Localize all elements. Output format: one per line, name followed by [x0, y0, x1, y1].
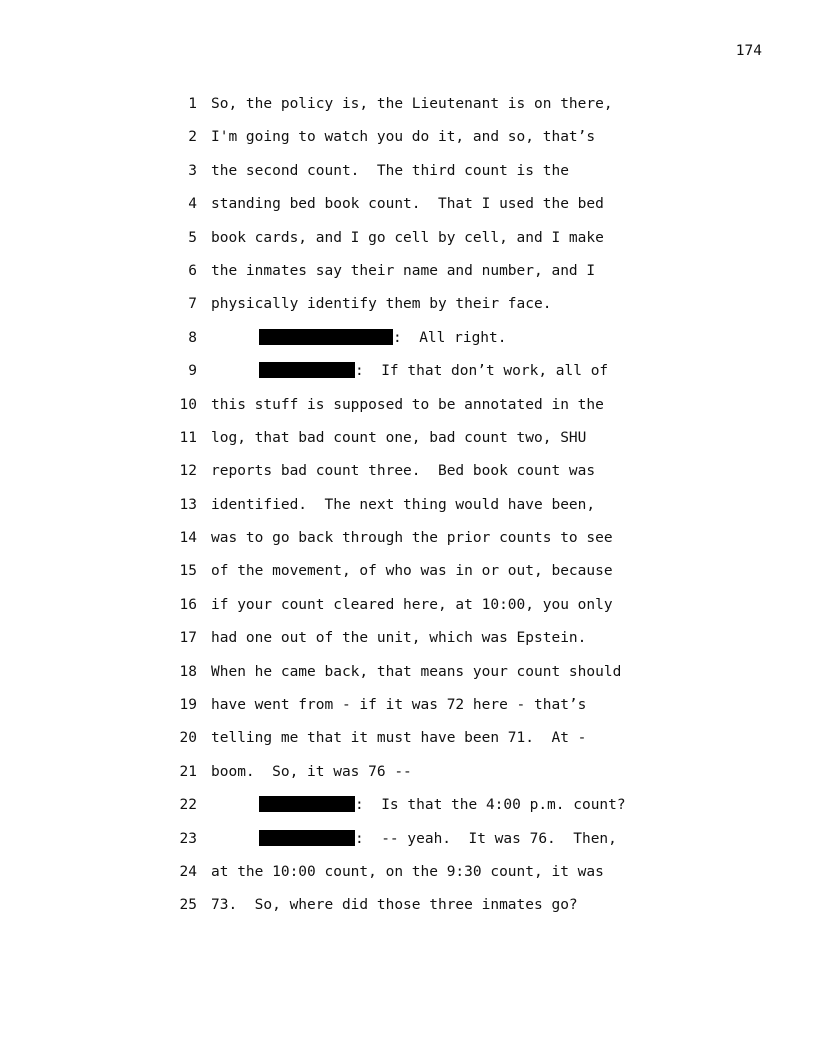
line-number: 24 [179, 863, 197, 880]
line-text: standing bed book count. That I used the bed [211, 196, 604, 213]
redaction-block [259, 830, 355, 846]
transcript-line [0, 125, 816, 158]
line-number: 6 [188, 262, 197, 279]
line-number: 7 [188, 296, 197, 313]
redaction-block [259, 362, 355, 378]
line-number: 13 [179, 496, 197, 513]
line-number: 1 [188, 96, 197, 112]
transcript-line [0, 393, 816, 426]
transcript-line [0, 493, 816, 526]
transcript-line [0, 660, 816, 693]
line-text: reports bad count three. Bed book count was [211, 463, 596, 480]
line-text: When he came back, that means your count should [211, 663, 622, 680]
line-text: 73. So, where did those three inmates go? [211, 897, 578, 914]
speaker-line-content [259, 793, 626, 817]
line-number: 11 [179, 429, 197, 446]
line-number: 3 [188, 162, 197, 179]
line-text: boom. So, it was 76 -- [211, 763, 412, 780]
line-number: 25 [179, 897, 197, 914]
transcript-line [0, 192, 816, 225]
transcript-line [0, 226, 816, 259]
line-text: telling me that it must have been 71. At - [211, 730, 587, 747]
speaker-line-content [259, 827, 617, 851]
line-text: I'm going to watch you do it, and so, that’s [211, 129, 596, 146]
line-text: if your count cleared here, at 10:00, you only [211, 596, 613, 613]
line-text: at the 10:00 count, on the 9:30 count, it was [211, 863, 604, 880]
transcript-body [0, 92, 816, 927]
line-number: 22 [179, 797, 197, 814]
speaker-line-content [259, 359, 608, 383]
line-number: 9 [188, 363, 197, 380]
transcript-line [0, 426, 816, 459]
transcript-line [0, 92, 816, 125]
line-text: So, the policy is, the Lieutenant is on there, [211, 96, 613, 112]
line-number: 17 [179, 630, 197, 647]
line-number: 23 [179, 830, 197, 847]
transcript-line-speaker [0, 326, 816, 359]
redaction-block [259, 329, 393, 345]
line-text: was to go back through the prior counts to see [211, 530, 613, 547]
line-text: log, that bad count one, bad count two, SHU [211, 429, 587, 446]
line-text: of the movement, of who was in or out, because [211, 563, 613, 580]
transcript-line-speaker [0, 359, 816, 392]
line-text: : -- yeah. It was 76. Then, [355, 830, 617, 847]
line-number: 10 [179, 396, 197, 413]
line-number: 4 [188, 196, 197, 213]
line-number: 12 [179, 463, 197, 480]
line-text: had one out of the unit, which was Epstein. [211, 630, 587, 647]
page-number: 174 [735, 43, 762, 59]
transcript-line [0, 860, 816, 893]
line-text: the inmates say their name and number, and I [211, 262, 596, 279]
line-text: the second count. The third count is the [211, 162, 569, 179]
transcript-line [0, 626, 816, 659]
line-text: identified. The next thing would have been, [211, 496, 596, 513]
line-text: : If that don’t work, all of [355, 363, 609, 380]
transcript-line-speaker [0, 793, 816, 826]
line-text: have went from - if it was 72 here - that’s [211, 697, 587, 714]
line-number: 2 [188, 129, 197, 146]
transcript-line [0, 726, 816, 759]
transcript-line [0, 259, 816, 292]
speaker-line-content [259, 326, 507, 350]
transcript-line-speaker [0, 827, 816, 860]
transcript-line [0, 292, 816, 325]
transcript-line [0, 593, 816, 626]
line-number: 5 [188, 229, 197, 246]
line-number: 14 [179, 530, 197, 547]
transcript-line [0, 693, 816, 726]
line-text: : All right. [393, 329, 507, 346]
transcript-line [0, 459, 816, 492]
line-number: 16 [179, 596, 197, 613]
line-number: 15 [179, 563, 197, 580]
transcript-line [0, 159, 816, 192]
transcript-line [0, 559, 816, 592]
line-text: book cards, and I go cell by cell, and I make [211, 229, 604, 246]
transcript-line [0, 893, 816, 926]
line-text: this stuff is supposed to be annotated in the [211, 396, 604, 413]
line-text: : Is that the 4:00 p.m. count? [355, 797, 626, 814]
line-text: physically identify them by their face. [211, 296, 552, 313]
line-number: 19 [179, 697, 197, 714]
redaction-block [259, 796, 355, 812]
line-number: 8 [188, 329, 197, 346]
line-number: 18 [179, 663, 197, 680]
line-number: 20 [179, 730, 197, 747]
transcript-line [0, 526, 816, 559]
line-number: 21 [179, 763, 197, 780]
transcript-line [0, 760, 816, 793]
